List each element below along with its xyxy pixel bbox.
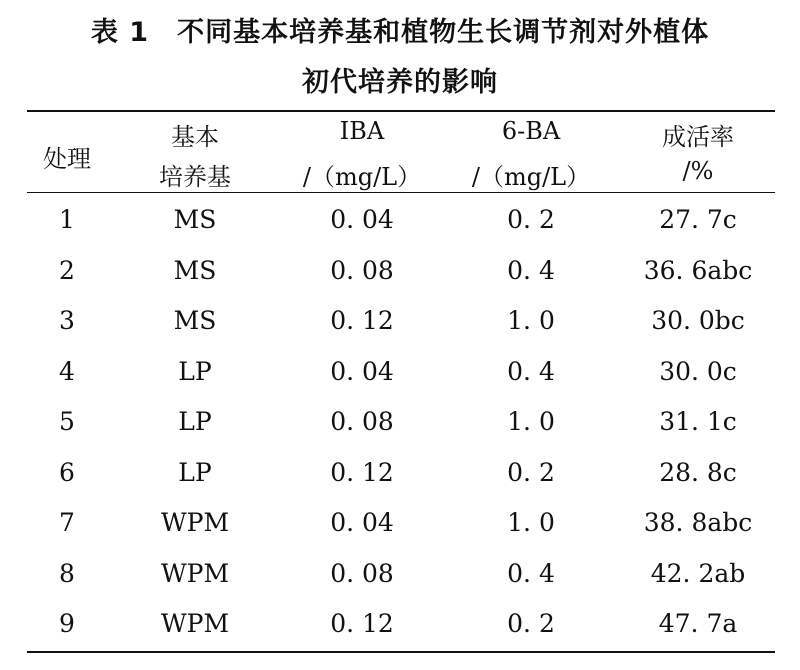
- header-iba-line2: /（mg/L）: [302, 163, 422, 191]
- cell-iba: 0. 08: [330, 256, 394, 285]
- cell-medium: LP: [178, 458, 212, 487]
- header-survival-line1: 成活率: [662, 123, 734, 151]
- cell-iba: 0. 12: [330, 609, 394, 638]
- cell-medium: MS: [173, 205, 217, 234]
- header-6ba-line1: 6-BA: [501, 117, 561, 145]
- cell-iba: 0. 08: [330, 407, 394, 436]
- cell-medium: LP: [178, 407, 212, 436]
- cell-medium: WPM: [160, 508, 230, 537]
- cell-treatment: 7: [59, 508, 75, 537]
- cell-survival: 27. 7c: [659, 205, 737, 234]
- cell-6ba: 0. 4: [507, 559, 555, 588]
- cell-survival: 30. 0bc: [651, 306, 745, 335]
- cell-treatment: 3: [59, 306, 75, 335]
- cell-6ba: 1. 0: [507, 508, 555, 537]
- table-header-rule: [27, 192, 775, 193]
- table-top-rule: [27, 110, 775, 112]
- cell-treatment: 6: [59, 458, 75, 487]
- table-caption-title: 不同基本培养基和植物生长调节剂对外植体: [177, 17, 710, 48]
- cell-6ba: 0. 2: [507, 609, 555, 638]
- cell-survival: 47. 7a: [658, 609, 738, 638]
- cell-iba: 0. 12: [330, 306, 394, 335]
- cell-6ba: 1. 0: [507, 407, 555, 436]
- cell-iba: 0. 04: [330, 357, 394, 386]
- cell-treatment: 2: [59, 256, 75, 285]
- cell-treatment: 1: [59, 205, 75, 234]
- cell-medium: LP: [178, 357, 212, 386]
- cell-6ba: 1. 0: [507, 306, 555, 335]
- cell-medium: MS: [173, 256, 217, 285]
- cell-survival: 42. 2ab: [650, 559, 746, 588]
- cell-survival: 31. 1c: [659, 407, 737, 436]
- table-caption-line1: [0, 10, 800, 49]
- header-medium-line1: 基本: [171, 123, 219, 151]
- cell-treatment: 5: [59, 407, 75, 436]
- cell-medium: WPM: [160, 609, 230, 638]
- cell-iba: 0. 12: [330, 458, 394, 487]
- cell-treatment: 4: [59, 357, 75, 386]
- cell-iba: 0. 04: [330, 508, 394, 537]
- cell-6ba: 0. 4: [507, 357, 555, 386]
- cell-iba: 0. 08: [330, 559, 394, 588]
- cell-survival: 36. 6abc: [643, 256, 753, 285]
- table-bottom-rule: [27, 651, 775, 653]
- header-6ba-line2: /（mg/L）: [471, 163, 591, 191]
- cell-6ba: 0. 2: [507, 205, 555, 234]
- header-iba-line1: IBA: [339, 117, 385, 145]
- cell-treatment: 9: [59, 609, 75, 638]
- table-caption-line2: 初代培养的影响: [302, 67, 498, 98]
- cell-survival: 38. 8abc: [643, 508, 753, 537]
- cell-medium: MS: [173, 306, 217, 335]
- cell-survival: 30. 0c: [659, 357, 737, 386]
- table-caption-label: 表 1: [90, 17, 150, 48]
- cell-6ba: 0. 2: [507, 458, 555, 487]
- cell-6ba: 0. 4: [507, 256, 555, 285]
- cell-iba: 0. 04: [330, 205, 394, 234]
- header-treatment: 处理: [43, 145, 91, 173]
- cell-treatment: 8: [59, 559, 75, 588]
- cell-survival: 28. 8c: [659, 458, 737, 487]
- cell-medium: WPM: [160, 559, 230, 588]
- header-medium-line2: 培养基: [159, 163, 231, 191]
- header-survival-line2: /%: [682, 157, 714, 185]
